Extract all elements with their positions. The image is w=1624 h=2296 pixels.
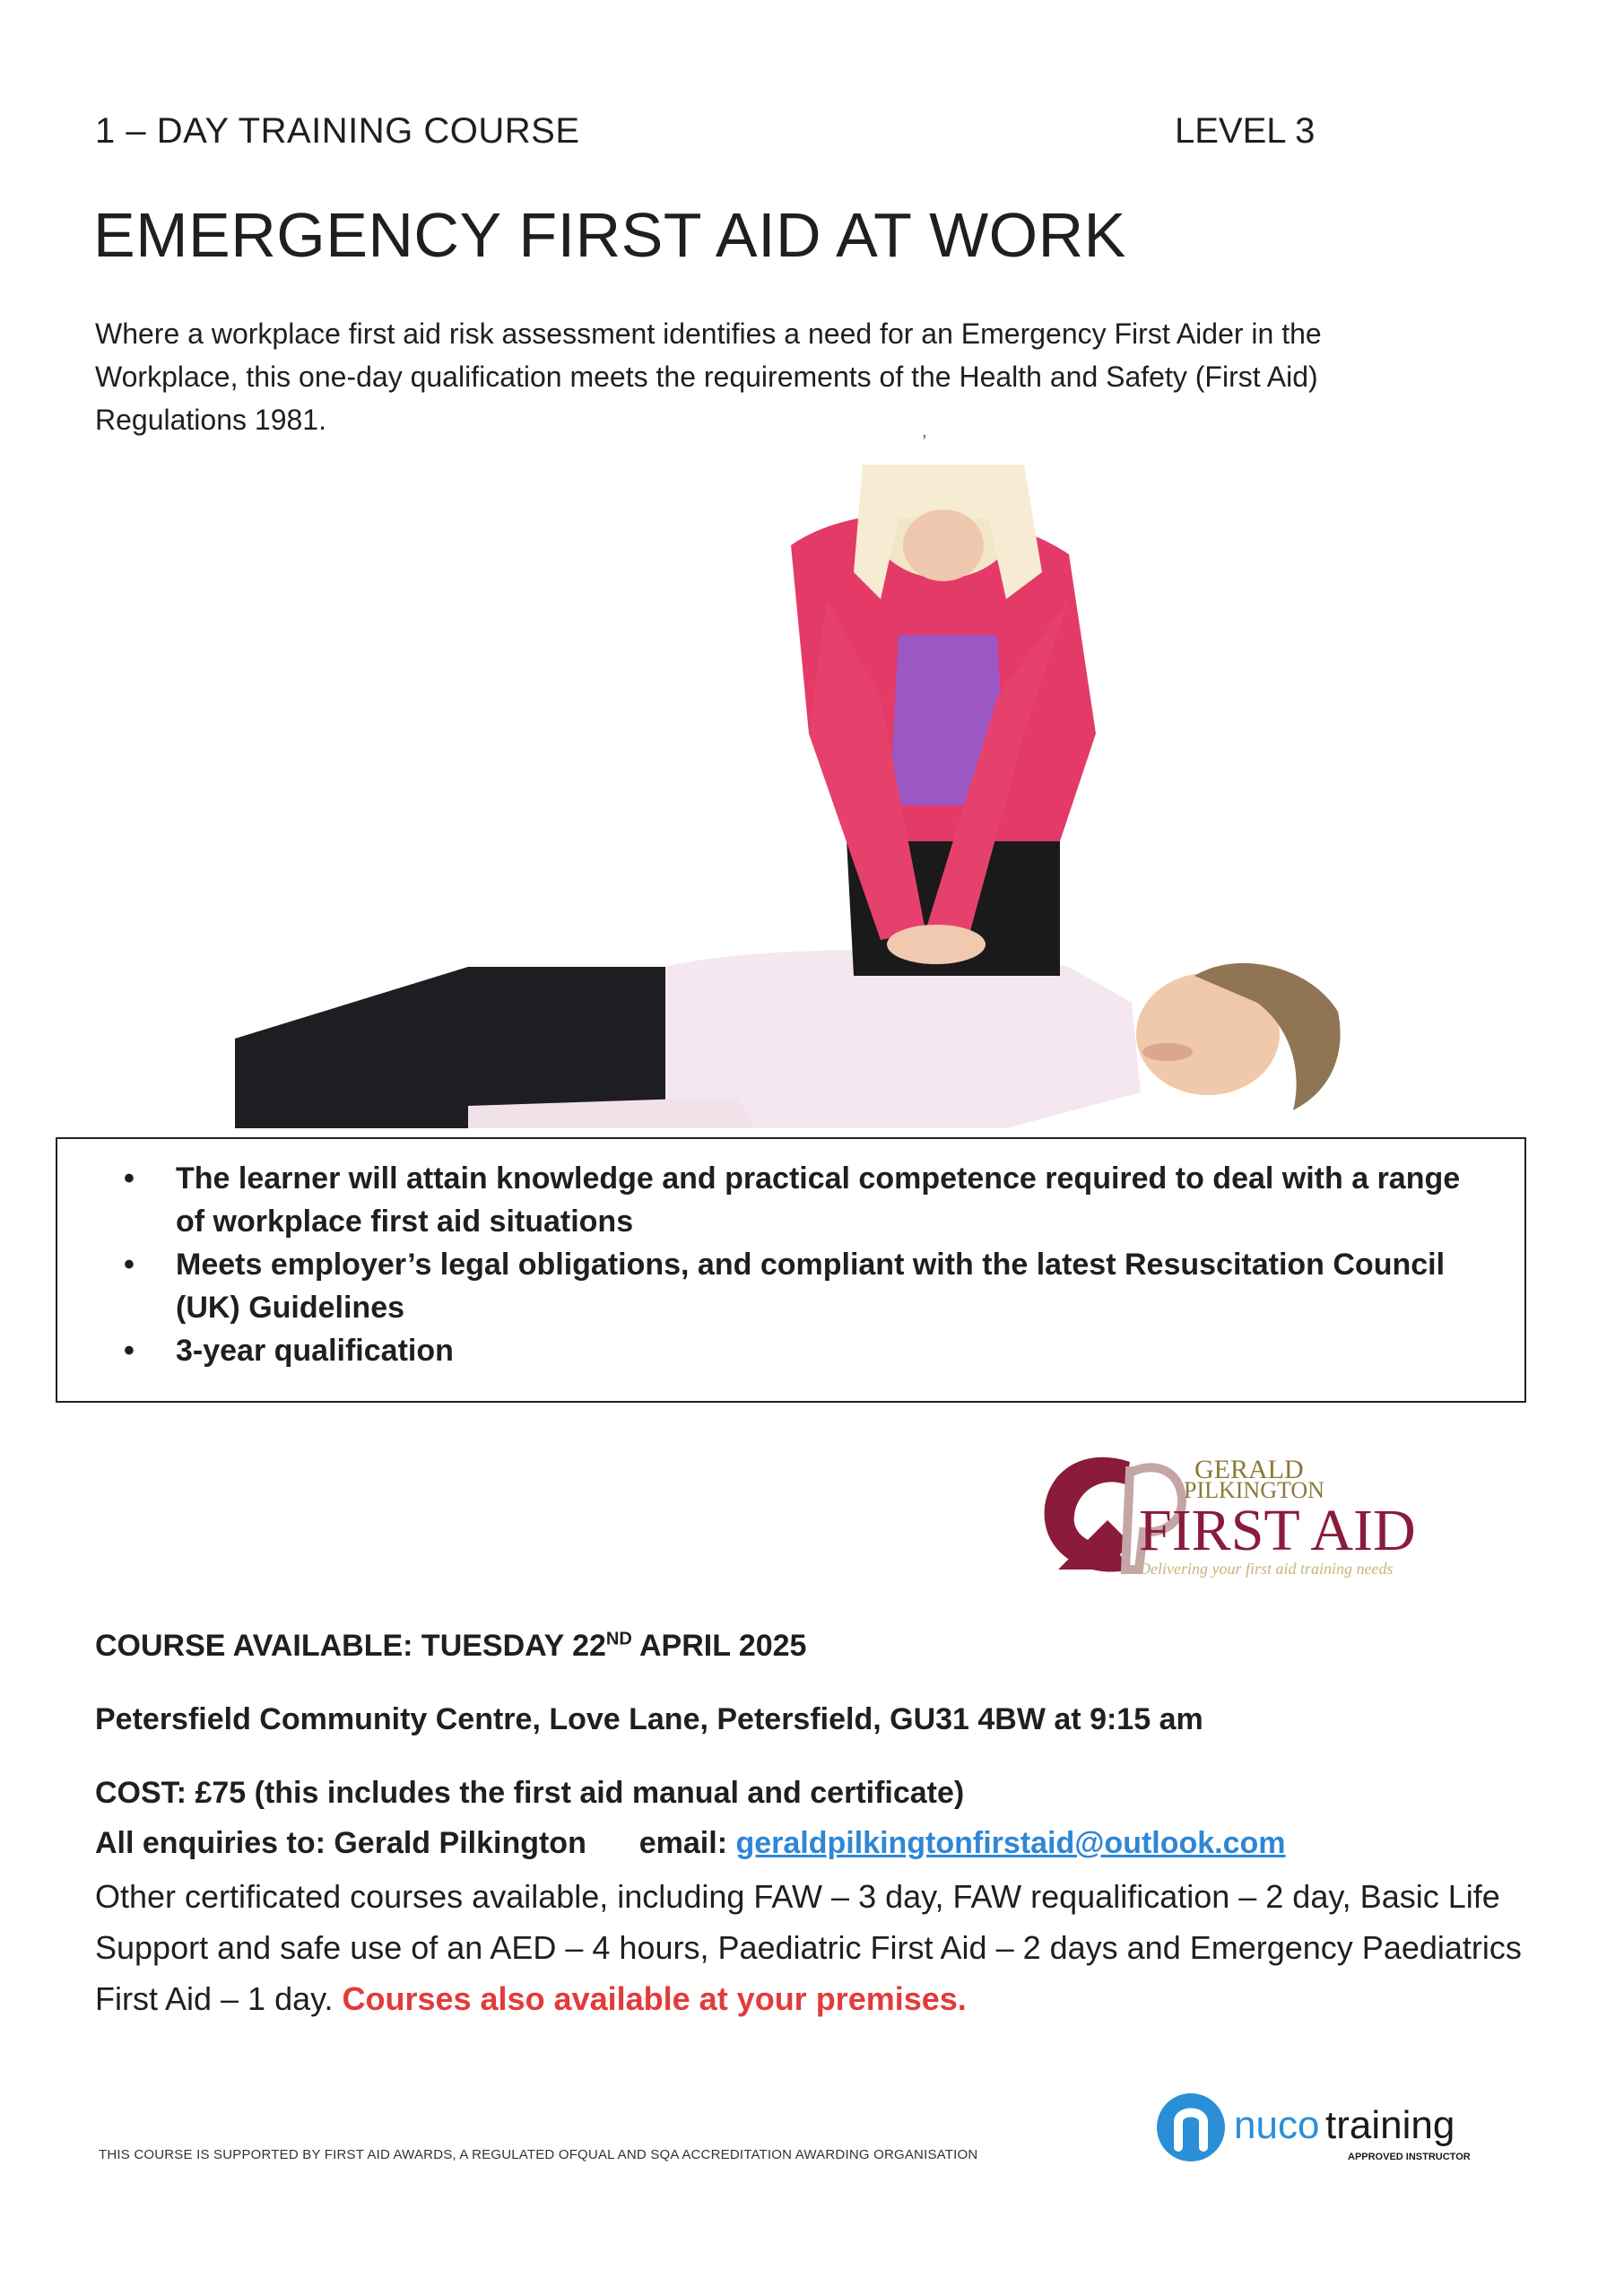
cpr-illustration	[235, 465, 1352, 1128]
accreditation-footer: THIS COURSE IS SUPPORTED BY FIRST AID AWARDS, A REGULATED OFQUAL AND SQA ACCREDITATION AWARDING ORGANISATION	[99, 2147, 978, 2162]
course-level-label: LEVEL 3	[1175, 111, 1316, 151]
premises-note: Courses also available at your premises.	[342, 1980, 967, 2017]
scan-speck: ,	[922, 422, 927, 441]
other-courses-text: Other certificated courses available, including FAW – 3 day, FAW requalification – 2 day, Basic Life Support and safe use of an AED – 4 hours, Paediatric First Aid – 2 days and Emergency Paediatrics First Aid – 1 day.	[95, 1878, 1522, 2017]
benefits-list	[57, 1139, 1524, 1372]
svg-text:Delivering your first aid trai: Delivering your first aid training needs	[1139, 1560, 1394, 1578]
benefit-item: • 3-year qualification	[176, 1329, 1476, 1372]
svg-text:training: training	[1325, 2103, 1455, 2147]
svg-text:FIRST AID: FIRST AID	[1139, 1498, 1416, 1563]
course-cost: COST: £75 (this includes the first aid manual and certificate)	[95, 1776, 965, 1810]
intro-paragraph: Where a workplace first aid risk assessment identifies a need for an Emergency First Aider in the Workplace, this one-day qualification meets the requirements of the Health and Safety (First Aid) Regulations 1981.	[95, 317, 1322, 436]
enquiries-label: All enquiries to: Gerald Pilkington	[95, 1826, 586, 1860]
benefits-box	[56, 1137, 1526, 1403]
cpr-photo	[235, 465, 1352, 1128]
gerald-pilkington-logo	[1022, 1435, 1489, 1587]
nuco-training-logo	[1155, 2084, 1496, 2174]
other-courses	[95, 1871, 1530, 2024]
svg-text:GERALD: GERALD	[1194, 1455, 1304, 1484]
svg-text:APPROVED INSTRUCTOR: APPROVED INSTRUCTOR	[1348, 2152, 1471, 2162]
email-link[interactable]: geraldpilkingtonfirstaid@outlook.com	[735, 1826, 1286, 1860]
benefit-item: • The learner will attain knowledge and practical competence required to deal with a range of workplace first aid situations	[176, 1157, 1476, 1243]
svg-text:nuco: nuco	[1234, 2103, 1320, 2147]
venue-address: Petersfield Community Centre, Love Lane, Petersfield, GU31 4BW at 9:15 am	[95, 1702, 1203, 1736]
enquiries-line	[95, 1826, 1286, 1861]
email-label: email:	[638, 1826, 728, 1860]
page-title: EMERGENCY FIRST AID AT WORK	[93, 200, 1126, 270]
course-type-label: 1 – DAY TRAINING COURSE	[95, 111, 580, 151]
course-availability: COURSE AVAILABLE: TUESDAY 22ND APRIL 2025	[95, 1629, 807, 1663]
svg-text:PILKINGTON: PILKINGTON	[1184, 1477, 1324, 1503]
benefit-item: • Meets employer’s legal obligations, and compliant with the latest Resuscitation Council (UK) Guidelines	[176, 1243, 1476, 1329]
